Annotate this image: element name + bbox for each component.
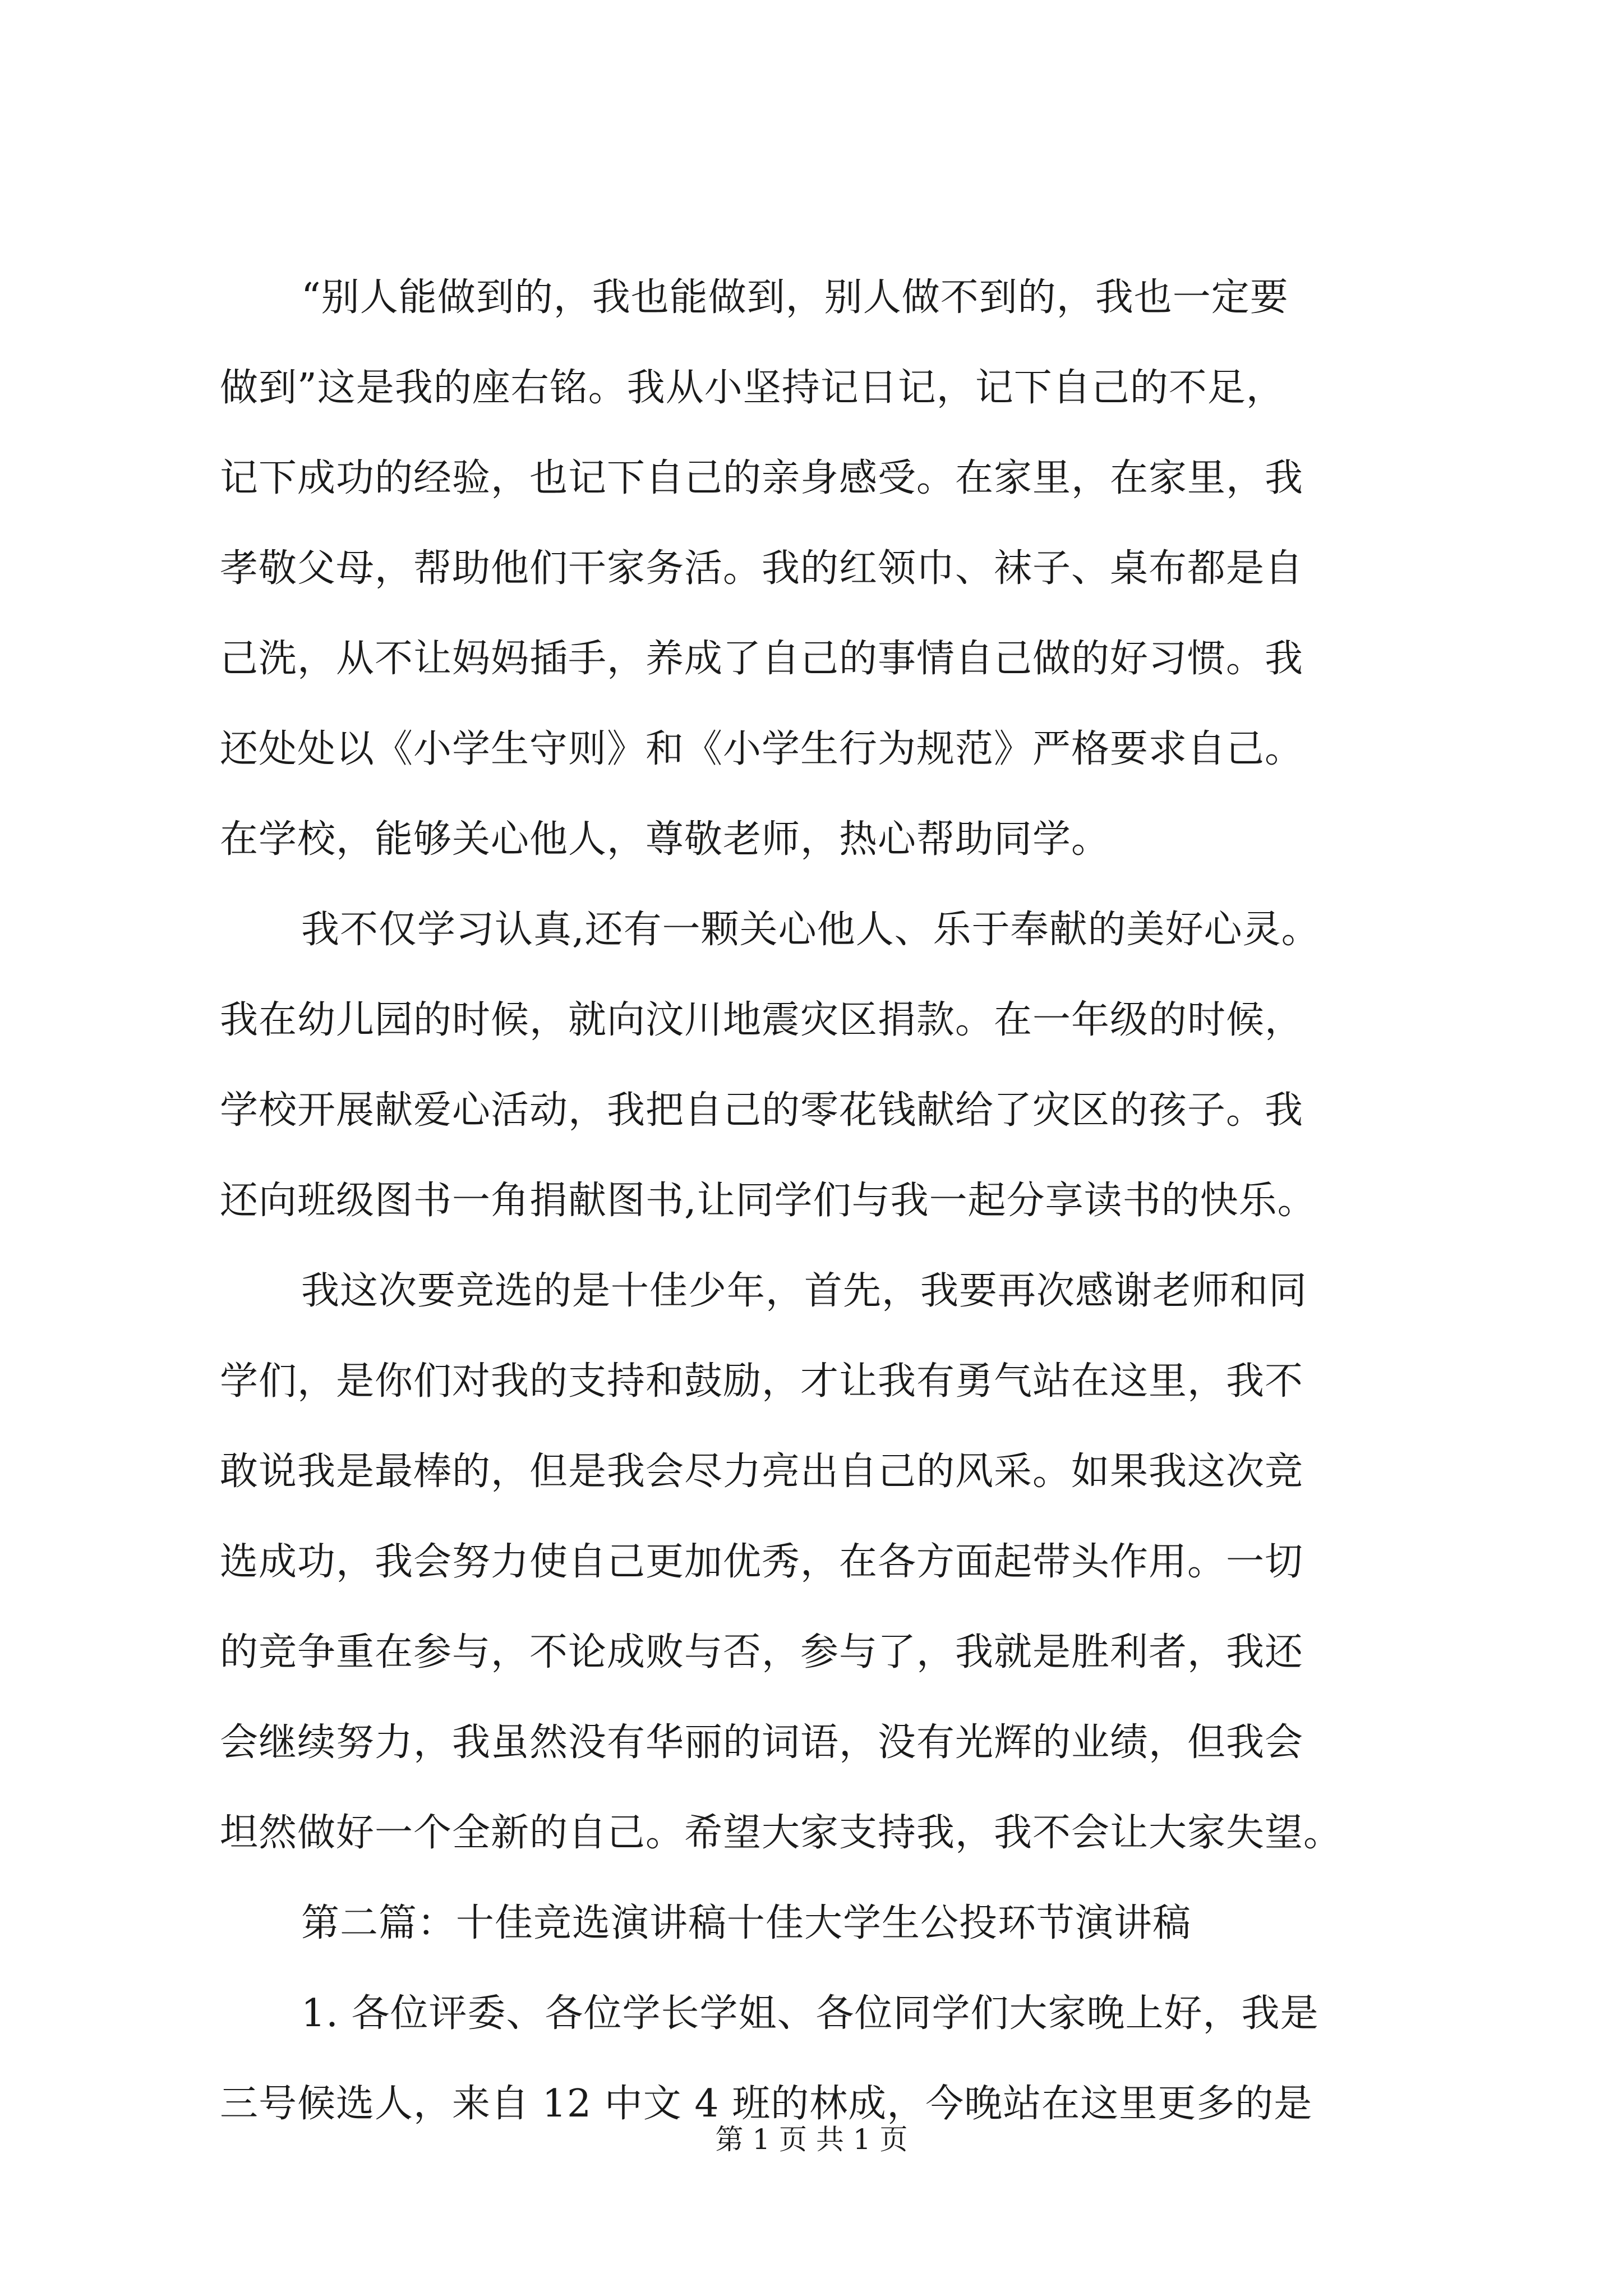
section-heading: 第二篇：十佳竞选演讲稿十佳大学生公投环节演讲稿 <box>301 1901 1192 1945</box>
text-line: 选成功，我会努力使自己更加优秀，在各方面起带头作用。一切 <box>220 1540 1304 1584</box>
text-line: 坦然做好一个全新的自己。希望大家支持我，我不会让大家失望。 <box>220 1811 1343 1855</box>
text-line: 还处处以《小学生守则》和《小学生行为规范》严格要求自己。 <box>220 727 1304 771</box>
text-line: 我不仅学习认真,还有一颗关心他人、乐于奉献的美好心灵。 <box>301 908 1320 952</box>
text-line: 记下成功的经验，也记下自己的亲身感受。在家里，在家里，我 <box>220 456 1304 500</box>
text-line: 己洗，从不让妈妈插手，养成了自己的事情自己做的好习惯。我 <box>220 637 1304 681</box>
text-line: 我这次要竞选的是十佳少年，首先，我要再次感谢老师和同 <box>301 1269 1308 1313</box>
text-line: 我在幼儿园的时候，就向汶川地震灾区捐款。在一年级的时候， <box>220 998 1304 1042</box>
text-line: 学们，是你们对我的支持和鼓励，才让我有勇气站在这里，我不 <box>220 1359 1304 1404</box>
text-line: 会继续努力，我虽然没有华丽的词语，没有光辉的业绩，但我会 <box>220 1720 1304 1765</box>
text-line: 敢说我是最棒的，但是我会尽力亮出自己的风采。如果我这次竞 <box>220 1450 1304 1494</box>
text-line: 1. 各位评委、各位学长学姐、各位同学们大家晚上好，我是 <box>301 1991 1319 2036</box>
text-line: 孝敬父母，帮助他们干家务活。我的红领巾、袜子、桌布都是自 <box>220 546 1304 591</box>
text-line: 还向班级图书一角捐献图书,让同学们与我一起分享读书的快乐。 <box>220 1179 1316 1223</box>
text-line: 学校开展献爱心活动，我把自己的零花钱献给了灾区的孩子。我 <box>220 1088 1304 1133</box>
text-line: 三号候选人，来自 12 中文 4 班的林成，今晚站在这里更多的是 <box>220 2082 1313 2126</box>
text-line: 的竞争重在参与，不论成败与否，参与了，我就是胜利者，我还 <box>220 1630 1304 1674</box>
page-footer: 第 1 页 共 1 页 <box>715 2123 908 2156</box>
text-line: “别人能做到的，我也能做到，别人做不到的，我也一定要 <box>301 275 1289 320</box>
text-line: 做到”这是我的座右铭。我从小坚持记日记，记下自己的不足， <box>220 366 1285 410</box>
text-line: 在学校，能够关心他人，尊敬老师，热心帮助同学。 <box>220 817 1110 862</box>
document-body <box>220 252 1426 2149</box>
